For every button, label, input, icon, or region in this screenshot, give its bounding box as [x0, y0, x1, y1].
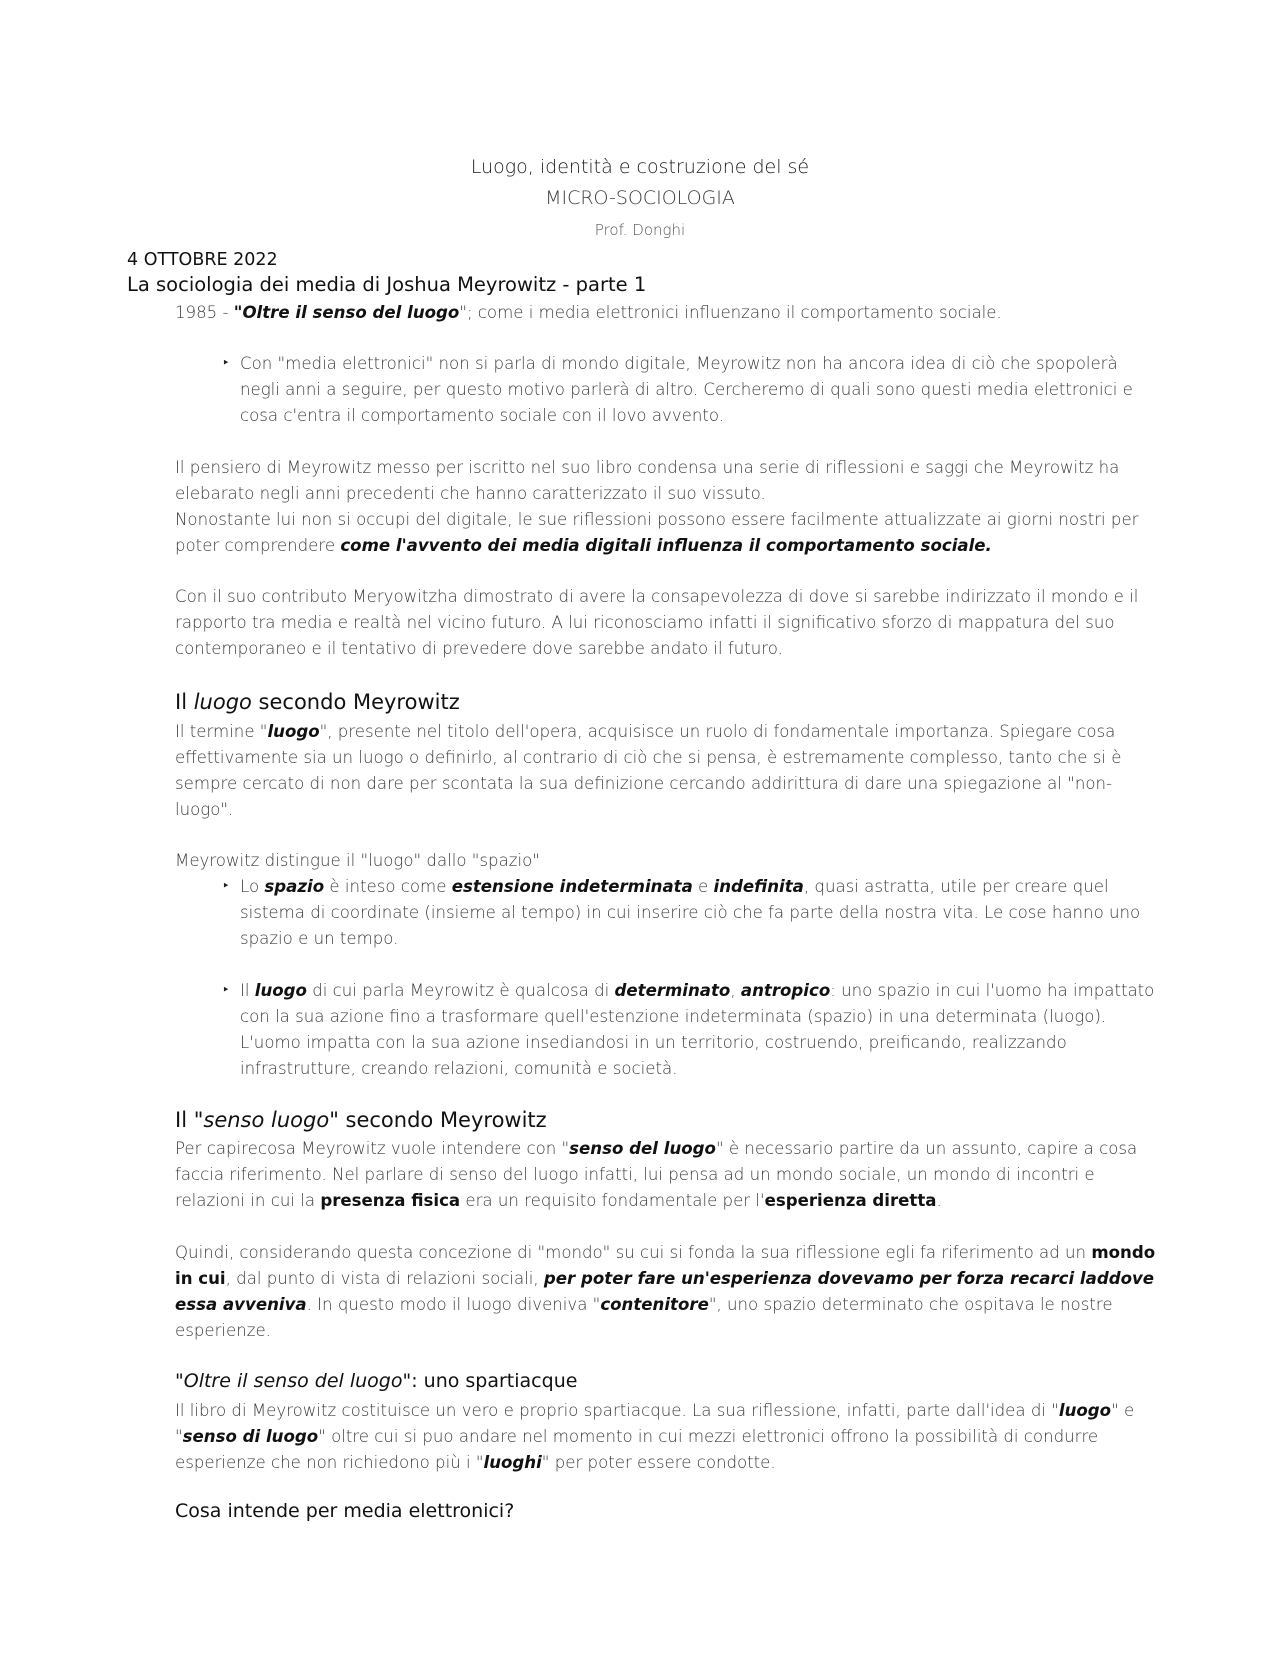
heading-media-elettronici: Cosa intende per media elettronici?	[175, 1500, 515, 1522]
paragraph-contributo: Con il suo contributo Meryowitzha dimostrato di avere la consapevolezza di dove si sarebbe indirizzato il mondo e il rapporto tra media e realtà nel vicino futuro. A lui riconosciamo infatti il significativo sforzo di mappatura del suo contemporaneo e il tentativo di prevedere dove sarebbe andato il futuro.	[175, 587, 1139, 658]
paragraph-quindi: Quindi, considerando questa concezione di "mondo" su cui si fonda la sua riflessione egli fa riferimento ad un mondo in cui, dal punto di vista di relazioni sociali, per poter fare un'esperienza dovevamo per forza recarci laddove essa avveniva. In questo modo il luogo diveniva "contenitore", uno spazio determinato che ospitava le nostre esperienze.	[175, 1243, 1156, 1340]
bullet-media-elettronici: ‣ Con "media elettronici" non si parla di mondo digitale, Meyrowitz non ha ancora idea di ciò che spopolerà negli anni a seguire, per questo motivo parlerà di altro. Cercheremo di quali sono questi media elettronici e cosa c'entra il comportamento sociale con il lovo avvento.	[240, 351, 1160, 429]
intro-line: 1985 - "Oltre il senso del luogo"; come i media elettronici influenzano il comportamento sociale.	[175, 303, 1002, 322]
paragraph-distingue: Meyrowitz distingue il "luogo" dallo "spazio"	[175, 851, 540, 870]
heading-senso-luogo: Il "senso luogo" secondo Meyrowitz	[175, 1108, 547, 1132]
document-subtitle: MICRO-SOCIOLOGIA	[545, 187, 735, 209]
bullet-spazio: ‣ Lo spazio è inteso come estensione indeterminata e indefinita, quasi astratta, utile per creare quel sistema di coordinate (insieme al tempo) in cui inserire ciò che fa parte della nostra vita. Le cose hanno uno spazio e un tempo.	[240, 874, 1160, 952]
paragraph-termine-luogo: Il termine "luogo", presente nel titolo dell'opera, acquisisce un ruolo di fondamentale importanza. Spiegare cosa effettivamente sia un luogo o definirlo, al contrario di ciò che si pensa, è estremamente complesso, tanto che si è sempre cercato di non dare per scontata la sua definizione cercando addirittura di dare una spiegazione al "non-luogo".	[175, 722, 1122, 819]
bullet-luogo: ‣ Il luogo di cui parla Meyrowitz è qualcosa di determinato, antropico: uno spazio in cui l'uomo ha impattato con la sua azione fino a trasformare quell'estenzione indeterminata (spazio) in una determinata (luogo). L'uomo impatta con la sua azione insediandosi in un territorio, costruendo, preificando, realizzando infrastrutture, creando relazioni, comunità e società.	[240, 978, 1160, 1082]
paragraph-nonostante: Nonostante lui non si occupi del digitale, le sue riflessioni possono essere facilmente attualizzate ai giorni nostri per poter comprendere come l'avvento dei media digitali influenza il comportamento sociale.	[175, 510, 1139, 555]
heading-spartiacque: "Oltre il senso del luogo": uno spartiacque	[175, 1370, 578, 1392]
paragraph-libro: Il libro di Meyrowitz costituisce un vero e proprio spartiacque. La sua riflessione, infatti, parte dall'idea di "luogo" e "senso di luogo" oltre cui si puo andare nel momento in cui mezzi elettronici offrono la possibilità di condurre esperienze che non richiedono più i "luoghi" per poter essere condotte.	[175, 1401, 1135, 1472]
heading-luogo: Il luogo secondo Meyrowitz	[175, 690, 460, 714]
professor-name: Prof. Donghi	[594, 221, 686, 239]
lecture-date: 4 OTTOBRE 2022	[127, 250, 278, 270]
paragraph-capirecosa: Per capirecosa Meyrowitz vuole intendere con "senso del luogo" è necessario partire da un assunto, capire a cosa faccia riferimento. Nel parlare di senso del luogo infatti, lui pensa ad un mondo sociale, un mondo di incontri e relazioni in cui la presenza fisica era un requisito fondamentale per l'esperienza diretta.	[175, 1139, 1138, 1210]
book-title: Oltre il senso del luogo	[242, 303, 460, 322]
paragraph-pensiero: Il pensiero di Meyrowitz messo per iscritto nel suo libro condensa una serie di riflessioni e saggi che Meyrowitz ha elebarato negli anni precedenti che hanno caratterizzato il suo vissuto.	[175, 458, 1120, 503]
session-title: La sociologia dei media di Joshua Meyrowitz - parte 1	[127, 273, 647, 296]
document-title: Luogo, identità e costruzione del sé	[470, 156, 810, 178]
